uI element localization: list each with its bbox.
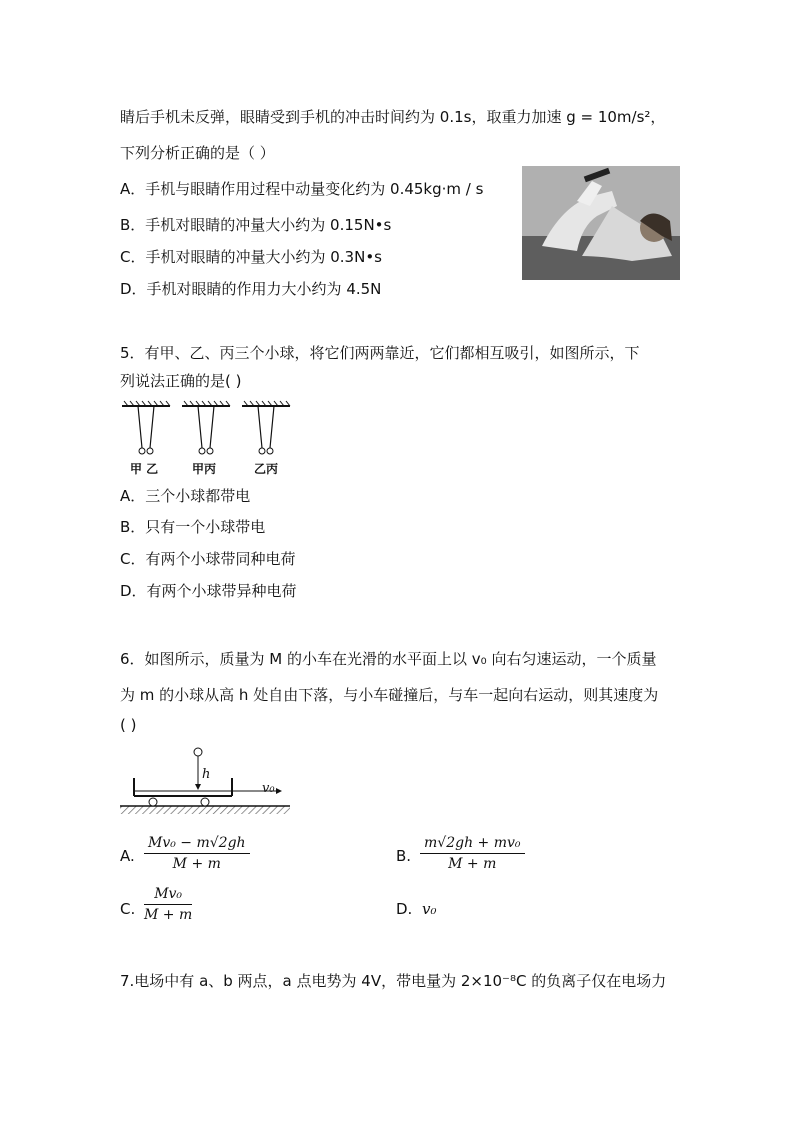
q6-option-a-label: A. — [120, 847, 135, 865]
q4-option-d: D．手机对眼睛的作用力大小约为 4.5N — [120, 280, 382, 298]
q5-option-d: D．有两个小球带异种电荷 — [120, 582, 297, 600]
q6-text-line1: 6．如图所示，质量为 M 的小车在光滑的水平面上以 v₀ 向右匀速运动，一个质量 — [120, 650, 657, 668]
q4-text-line2: 下列分析正确的是（ ） — [120, 144, 275, 162]
q6-option-d-value: v₀ — [422, 900, 437, 918]
q4-option-a: A．手机与眼睛作用过程中动量变化约为 0.45kg·m / s — [120, 180, 484, 198]
figure-label-yi-bing: 乙丙 — [254, 462, 279, 476]
q6-option-b-label: B. — [396, 847, 412, 865]
q6-option-d-label: D. — [396, 900, 413, 918]
q5-text-line1: 5．有甲、乙、丙三个小球，将它们两两靠近，它们都相互吸引，如图所示，下 — [120, 344, 640, 362]
q6-option-b-denominator: M + m — [448, 856, 497, 872]
person-with-phone-photo — [522, 166, 680, 280]
figure-label-jia-yi: 甲 乙 — [130, 462, 159, 476]
q6-option-b-numerator: m√2gh + mv₀ — [420, 835, 525, 854]
q6-option-c-denominator: M + m — [144, 907, 193, 923]
q6-option-b-fraction — [420, 835, 525, 872]
figure-h-label: h — [202, 767, 211, 782]
q4-option-b: B．手机对眼睛的冲量大小约为 0.15N•s — [120, 216, 392, 234]
q7-text-line1: 7.电场中有 a、b 两点，a 点电势为 4V，带电量为 2×10⁻⁸C 的负离子仅在电场力 — [120, 972, 667, 990]
q6-text-line2: 为 m 的小球从高 h 处自由下落，与小车碰撞后，与车一起向右运动，则其速度为 — [120, 686, 659, 704]
q6-option-a-denominator: M + m — [172, 856, 221, 872]
q6-option-c-fraction — [144, 886, 192, 923]
q6-text-line3: ( ) — [120, 716, 137, 734]
q5-option-c: C．有两个小球带同种电荷 — [120, 550, 296, 568]
q5-text-line2: 列说法正确的是( ) — [120, 372, 242, 390]
q6-option-a-numerator: Mv₀ − m√2gh — [144, 835, 250, 854]
figure-label-jia-bing: 甲丙 — [192, 462, 217, 476]
figure-v0-label: v₀ — [262, 781, 275, 796]
q5-option-a: A．三个小球都带电 — [120, 487, 251, 505]
q4-option-c: C．手机对眼睛的冲量大小约为 0.3N•s — [120, 248, 382, 266]
q6-option-c-label: C. — [120, 900, 136, 918]
q6-option-a-fraction — [144, 835, 250, 872]
q6-option-c-numerator: Mv₀ — [144, 886, 192, 905]
q5-option-b: B．只有一个小球带电 — [120, 518, 266, 536]
q4-text-line1: 睛后手机未反弹，眼睛受到手机的冲击时间约为 0.1s，取重力加速 g = 10m/s²， — [120, 108, 666, 126]
